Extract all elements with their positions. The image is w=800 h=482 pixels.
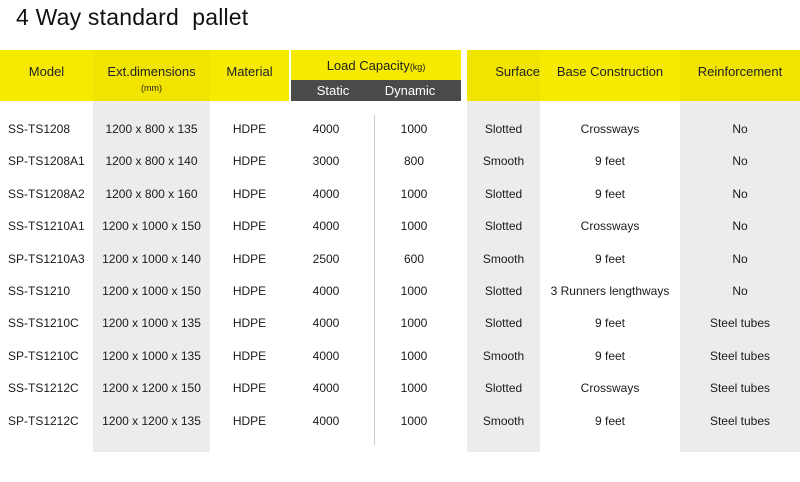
cell-model: SS-TS1210	[8, 284, 71, 298]
cell-dimensions: 1200 x 1200 x 135	[102, 413, 201, 428]
cell-dimensions: 1200 x 1000 x 135	[102, 348, 201, 363]
cell-dynamic: 1000	[400, 122, 428, 136]
cell-surface: Smooth	[482, 251, 525, 266]
cell-dynamic: 1000	[400, 348, 428, 363]
cell-reinforcement: Steel tubes	[709, 381, 771, 396]
cell-base: 9 feet	[594, 186, 626, 201]
cell-static: 4000	[312, 348, 340, 363]
header-dynamic-label: Dynamic	[384, 83, 436, 98]
cell-reinforcement: No	[732, 186, 748, 201]
cell-dimensions: 1200 x 1000 x 135	[102, 316, 201, 331]
cell-dimensions: 1200 x 1000 x 140	[102, 251, 201, 266]
cell-base: 9 feet	[594, 316, 626, 331]
static-dynamic-divider	[374, 115, 375, 445]
cell-reinforcement: Steel tubes	[709, 316, 771, 331]
cell-model: SP-TS1210C	[8, 348, 79, 363]
cell-material: HDPE	[232, 381, 267, 396]
page-title: 4 Way standard pallet	[16, 4, 249, 30]
cell-model: SS-TS1208A2	[8, 186, 85, 201]
cell-static: 4000	[312, 284, 340, 298]
cell-dimensions: 1200 x 1000 x 150	[102, 219, 201, 234]
cell-surface: Smooth	[482, 413, 525, 428]
cell-base: Crossways	[580, 381, 640, 396]
cell-material: HDPE	[232, 219, 267, 234]
cell-base: 9 feet	[594, 251, 626, 266]
cell-static: 4000	[312, 122, 340, 136]
cell-surface: Slotted	[484, 219, 523, 234]
cell-dimensions: 1200 x 1000 x 150	[102, 284, 201, 298]
cell-reinforcement: Steel tubes	[709, 348, 771, 363]
cell-surface: Smooth	[482, 154, 525, 169]
cell-dynamic: 1000	[400, 316, 428, 331]
cell-base: Crossways	[580, 219, 640, 234]
cell-model: SP-TS1210A3	[8, 251, 85, 266]
cell-material: HDPE	[232, 154, 267, 169]
cell-reinforcement: No	[732, 219, 748, 234]
cell-reinforcement: Steel tubes	[709, 413, 771, 428]
cell-surface: Slotted	[484, 186, 523, 201]
cell-static: 2500	[312, 251, 340, 266]
cell-material: HDPE	[232, 348, 267, 363]
cell-dynamic: 1000	[400, 284, 428, 298]
cell-dynamic: 1000	[400, 413, 428, 428]
cell-model: SS-TS1210A1	[8, 219, 85, 234]
cell-material: HDPE	[232, 316, 267, 331]
cell-base: 9 feet	[594, 413, 626, 428]
cell-model: SS-TS1212C	[8, 381, 79, 396]
cell-surface: Slotted	[484, 122, 523, 136]
cell-dimensions: 1200 x 800 x 160	[105, 186, 198, 201]
header-load-capacity-label	[291, 58, 461, 73]
cell-dynamic: 1000	[400, 186, 428, 201]
cell-dynamic: 1000	[400, 219, 428, 234]
cell-static: 4000	[312, 316, 340, 331]
cell-surface: Smooth	[482, 348, 525, 363]
cell-reinforcement: No	[732, 154, 748, 169]
header-material-label: Material	[226, 64, 273, 79]
cell-material: HDPE	[232, 251, 267, 266]
cell-model: SP-TS1212C	[8, 413, 79, 428]
cell-material: HDPE	[232, 186, 267, 201]
cell-reinforcement: No	[732, 251, 748, 266]
cell-model: SS-TS1208	[8, 122, 71, 136]
cell-surface: Slotted	[484, 284, 523, 298]
cell-static: 4000	[312, 413, 340, 428]
cell-dimensions: 1200 x 800 x 135	[105, 122, 198, 136]
cell-dynamic: 800	[403, 154, 425, 169]
cell-dynamic: 1000	[400, 381, 428, 396]
cell-material: HDPE	[232, 122, 267, 136]
cell-material: HDPE	[232, 413, 267, 428]
ext-dimensions-unit: (mm)	[141, 83, 162, 93]
cell-reinforcement: No	[732, 122, 748, 136]
header-base-construction-label: Base Construction	[556, 64, 664, 79]
cell-static: 3000	[312, 154, 340, 169]
cell-material: HDPE	[232, 284, 267, 298]
header-reinforcement-label: Reinforcement	[697, 64, 783, 79]
header-surface-label: Surface	[495, 64, 540, 79]
header-static-label: Static	[316, 83, 350, 98]
cell-base: Crossways	[580, 122, 640, 136]
cell-static: 4000	[312, 186, 340, 201]
cell-model: SS-TS1210C	[8, 316, 79, 331]
cell-base: 9 feet	[594, 348, 626, 363]
load-capacity-unit: (kg)	[409, 62, 426, 72]
cell-surface: Slotted	[484, 381, 523, 396]
cell-surface: Slotted	[484, 316, 523, 331]
header-ext-dimensions-label	[93, 64, 210, 94]
cell-base: 3 Runners lengthways	[550, 284, 670, 298]
header-model-label: Model	[28, 64, 65, 79]
cell-dynamic: 600	[403, 251, 425, 266]
cell-dimensions: 1200 x 800 x 140	[105, 154, 198, 169]
cell-dimensions: 1200 x 1200 x 150	[102, 381, 201, 396]
ext-dimensions-text: Ext.dimensions	[107, 64, 196, 79]
cell-reinforcement: No	[732, 284, 748, 298]
cell-static: 4000	[312, 381, 340, 396]
load-capacity-text: Load Capacity	[326, 58, 410, 73]
cell-model: SP-TS1208A1	[8, 154, 85, 169]
cell-base: 9 feet	[594, 154, 626, 169]
cell-static: 4000	[312, 219, 340, 234]
